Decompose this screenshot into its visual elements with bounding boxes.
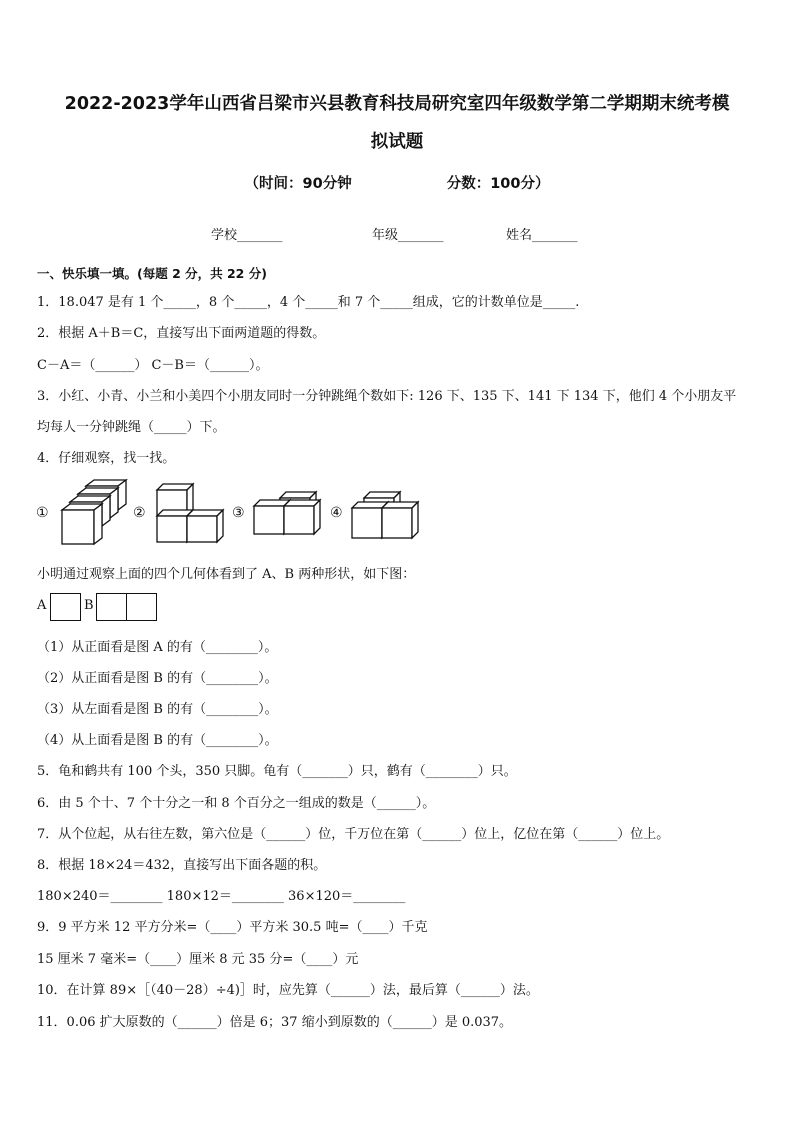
question-line: （3）从左面看是图 B 的有（________）。 bbox=[37, 702, 278, 717]
figure-label-2: ② bbox=[133, 505, 146, 521]
cube-figure-4 bbox=[348, 478, 443, 550]
question-line: （1）从正面看是图 A 的有（________）。 bbox=[37, 640, 278, 655]
question-line: 7．从个位起，从右往左数，第六位是（______）位，千万位在第（______）位上，亿位在第（______）位上。 bbox=[37, 827, 670, 842]
figure-label-1: ① bbox=[36, 505, 49, 521]
shape-b-square-left bbox=[96, 593, 127, 621]
section-heading: 一、快乐填一填。(每题 2 分，共 22 分) bbox=[37, 266, 267, 281]
exam-title-line1: 2022-2023学年山西省吕梁市兴县教育科技局研究室四年级数学第二学期期末统考模 bbox=[64, 94, 730, 114]
figure-label-4: ④ bbox=[330, 505, 343, 521]
exam-title-line2: 拟试题 bbox=[370, 132, 424, 152]
shape-a-square bbox=[50, 593, 81, 621]
question-line: 180×240＝________ 180×12＝________ 36×120＝________ bbox=[37, 889, 406, 904]
exam-score: 分数：100分） bbox=[446, 176, 550, 192]
question-line: 3．小红、小青、小兰和小美四个小朋友同时一分钟跳绳个数如下: 126 下、135 下、141 下 134 下，他们 4 个小朋友平 bbox=[37, 389, 737, 404]
question-line: 5．龟和鹤共有 100 个头，350 只脚。龟有（_______）只，鹤有（________）只。 bbox=[37, 764, 517, 779]
school-field[interactable]: 学校_______ bbox=[211, 228, 283, 243]
shape-b-label: B bbox=[84, 598, 94, 613]
question-line: 1．18.047 是有 1 个_____，8 个_____，4 个_____和 7 个_____组成，它的计数单位是_____. bbox=[37, 295, 580, 310]
question-line: 9．9 平方米 12 平方分米=（____）平方米 30.5 吨=（____）千克 bbox=[37, 920, 428, 935]
shape-intro: 小明通过观察上面的四个几何体看到了 A、B 两种形状，如下图： bbox=[37, 567, 416, 582]
exam-time-score bbox=[0, 172, 794, 193]
question-line: 10．在计算 89×［（40－28）÷4)］时，应先算（______）法，最后算（______）法。 bbox=[37, 983, 539, 998]
question-line: （2）从正面看是图 B 的有（________）。 bbox=[37, 671, 278, 686]
question-line: 8．根据 18×24＝432，直接写出下面各题的积。 bbox=[37, 858, 327, 873]
question-line: （4）从上面看是图 B 的有（________）。 bbox=[37, 733, 278, 748]
question-line: 15 厘米 7 毫米=（____）厘米 8 元 35 分=（____）元 bbox=[37, 952, 359, 967]
shape-a-label: A bbox=[37, 598, 47, 613]
question-line: 4．仔细观察，找一找。 bbox=[37, 451, 176, 466]
question-line: C－A＝（______） C－B＝（______）。 bbox=[37, 358, 269, 373]
name-field[interactable]: 姓名_______ bbox=[506, 228, 578, 243]
exam-time: （时间：90分钟 bbox=[244, 176, 352, 192]
question-line: 2．根据 A＋B＝C，直接写出下面两道题的得数。 bbox=[37, 326, 326, 341]
question-line: 11．0.06 扩大原数的（______）倍是 6；37 缩小到原数的（______）是 0.037。 bbox=[37, 1015, 513, 1030]
grade-field[interactable]: 年级_______ bbox=[372, 228, 444, 243]
shape-b-square-right bbox=[126, 593, 157, 621]
figure-label-3: ③ bbox=[232, 505, 245, 521]
cube-figure-3 bbox=[250, 478, 340, 550]
question-line: 均每人一分钟跳绳（_____）下。 bbox=[37, 420, 226, 435]
cube-figure-2 bbox=[151, 478, 236, 550]
question-line: 6．由 5 个十、7 个十分之一和 8 个百分之一组成的数是（______）。 bbox=[37, 796, 436, 811]
